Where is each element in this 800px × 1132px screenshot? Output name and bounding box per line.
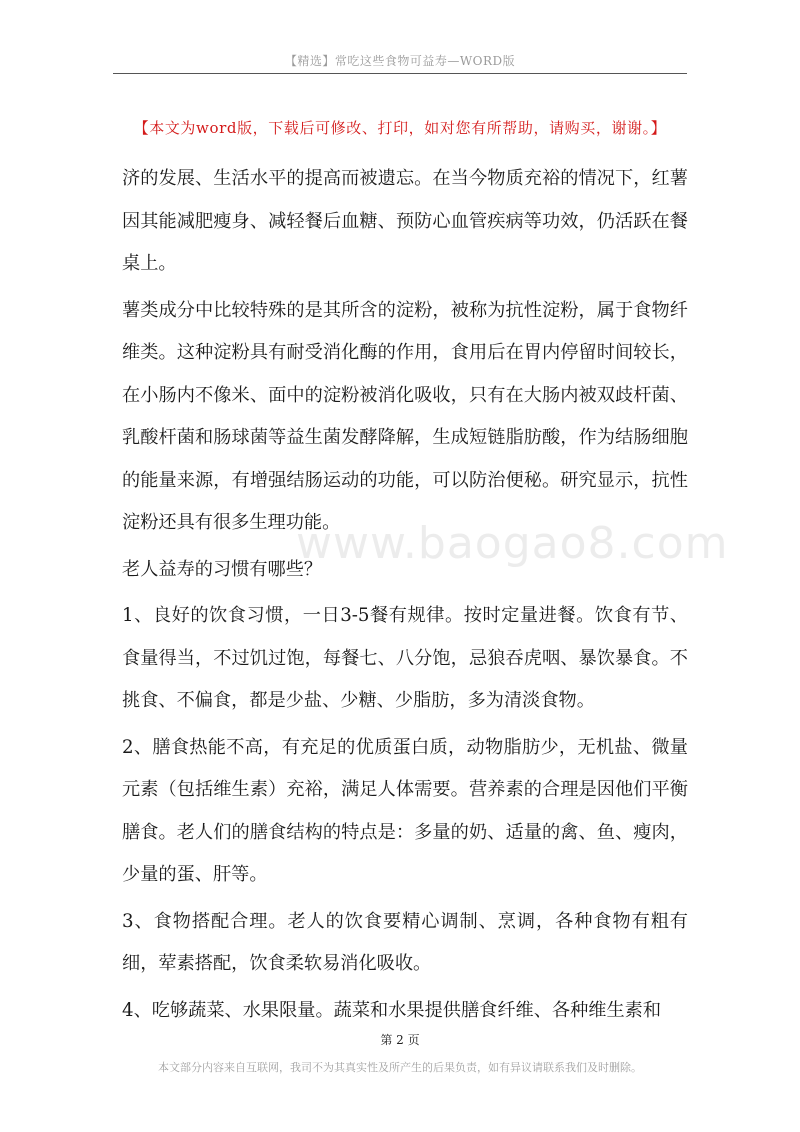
page-number: 第 2 页	[380, 1033, 420, 1047]
watermark: www.baogao8.com	[296, 518, 729, 569]
section-question: 老人益寿的习惯有哪些？	[122, 558, 323, 580]
list-item: 1、良好的饮食习惯，一日3-5餐有规律。按时定量进餐。饮食有节、食量得当，不过饥过饱，每餐七、八分饱，忌狼吞虎咽、暴饮暴食。不挑食、不偏食，都是少盐、少糖、少脂肪，多为清淡食物。	[122, 605, 688, 711]
footer-disclaimer: 本文部分内容来自互联网，我司不为其真实性及所产生的后果负责，如有异议请联系我们及时删除。	[158, 1061, 642, 1074]
list-item: 4、吃够蔬菜、水果限量。蔬菜和水果提供膳食纤维、各种维生素和	[122, 999, 662, 1021]
list-item: 2、膳食热能不高，有充足的优质蛋白质，动物脂肪少，无机盐、微量元素（包括维生素）充裕，满足人体需要。营养素的合理是因他们平衡膳食。老人们的膳食结构的特点是：多量的奶、适量的禽、鱼、瘦肉，少量的蛋、肝等。	[122, 736, 688, 885]
header-divider	[113, 73, 687, 74]
purchase-notice: 【本文为word版，下载后可修改、打印，如对您有所帮助，请购买，谢谢。】	[133, 119, 667, 137]
document-body	[122, 158, 688, 1036]
body-paragraph: 济的发展、生活水平的提高而被遗忘。在当今物质充裕的情况下，红薯因其能减肥瘦身、减轻餐后血糖、预防心血管疾病等功效，仍活跃在餐桌上。	[122, 168, 688, 274]
document-header-title: 【精选】常吃这些食物可益寿—WORD版	[284, 54, 516, 68]
body-paragraph: 薯类成分中比较特殊的是其所含的淀粉，被称为抗性淀粉，属于食物纤维类。这种淀粉具有耐受消化酶的作用，食用后在胃内停留时间较长，在小肠内不像米、面中的淀粉被消化吸收，只有在大肠内被双歧杆菌、乳酸杆菌和肠球菌等益生菌发酵降解，生成短链脂肪酸，作为结肠细胞的能量来源，有增强结肠运动的功能，可以防治便秘。研究显示，抗性淀粉还具有很多生理功能。	[122, 299, 688, 533]
list-item: 3、食物搭配合理。老人的饮食要精心调制、烹调，各种食物有粗有细，荤素搭配，饮食柔软易消化吸收。	[122, 910, 688, 974]
